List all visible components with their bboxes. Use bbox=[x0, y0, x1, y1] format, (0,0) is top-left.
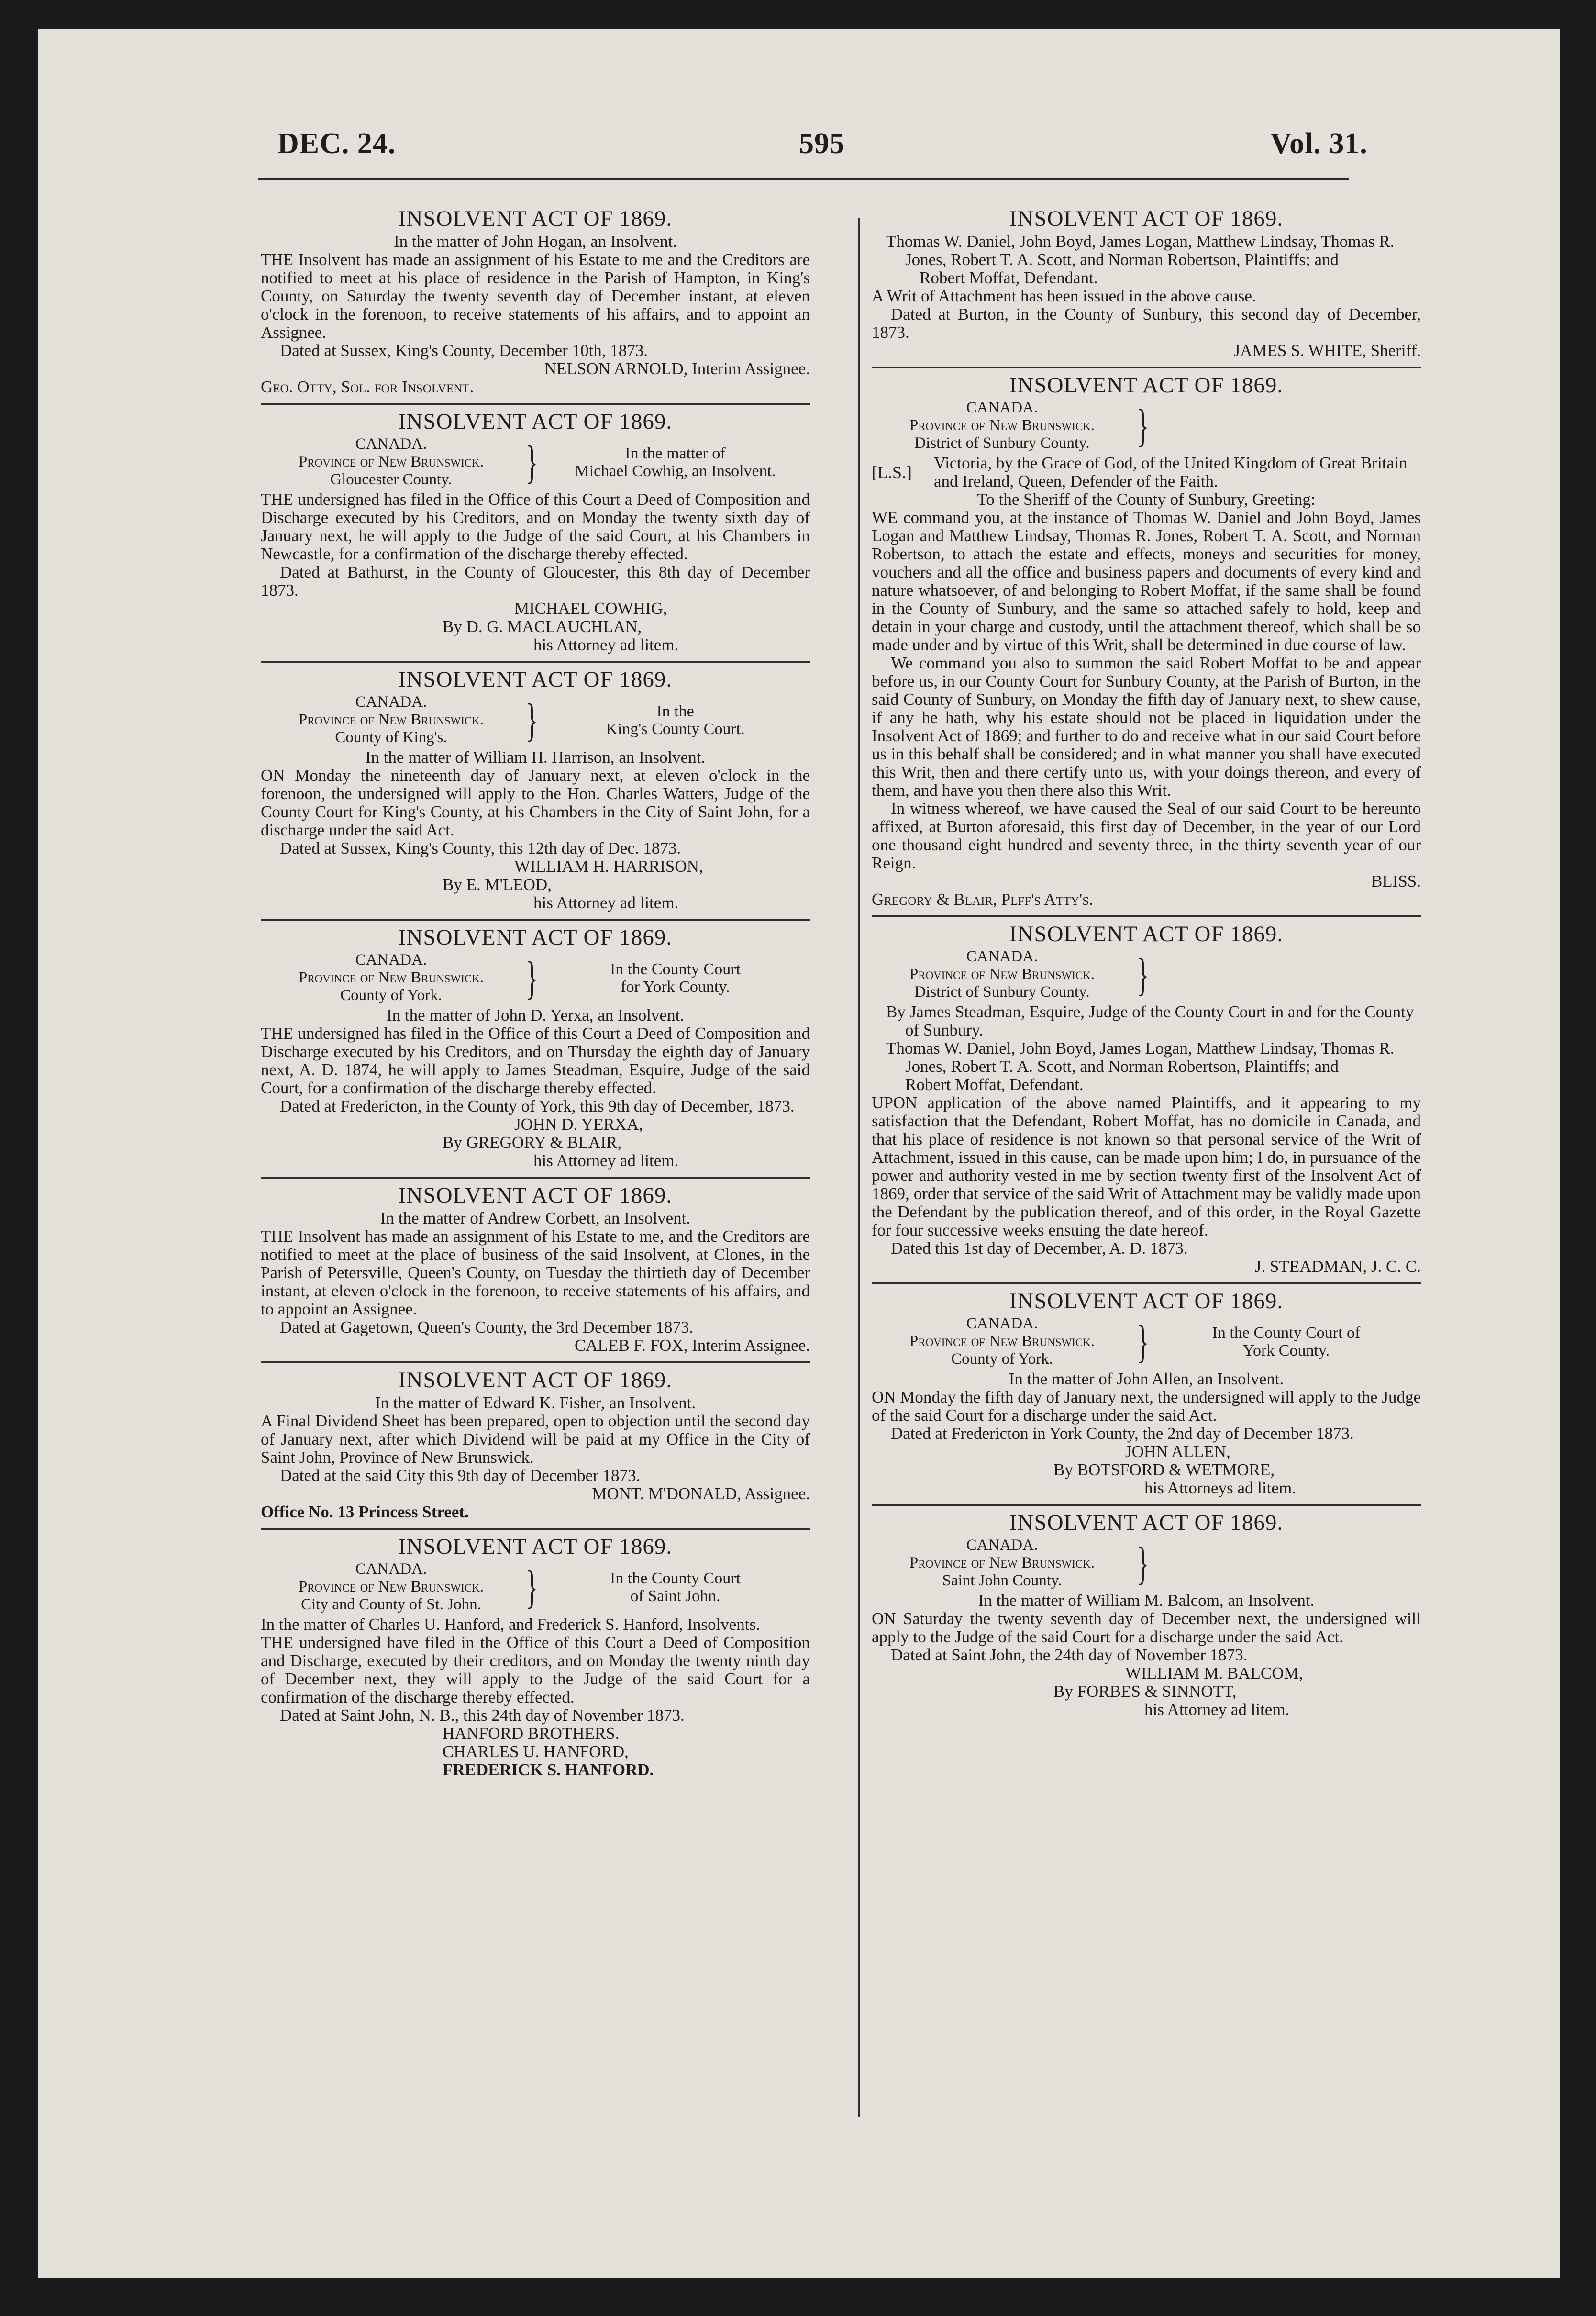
notice-title: INSOLVENT ACT OF 1869. bbox=[398, 1368, 673, 1392]
notice-writ-attachment bbox=[872, 206, 1421, 367]
province-block bbox=[261, 693, 810, 746]
dated-line: Dated at Fredericton, in the County of York, this 9th day of December, 1873. bbox=[280, 1097, 795, 1115]
signature-attorney: By GREGORY & BLAIR, bbox=[443, 1133, 622, 1152]
brace-glyph: } bbox=[1137, 1537, 1149, 1589]
notice-harrison bbox=[261, 661, 810, 919]
writ-body: We command you also to summon the said Robert Moffat to be and appear before us, in our County Court for Sunbury County, at the Parish of Burton, in the said County of Sunbury, on Monday the fifth day of January next, to shew cause, if any he hath, why his estate should not be placed in liquidation under the Insolvent Act of 1869; and further to do and receive what in our said Court before us in this behalf shall be considered; and in what manner you shall have executed this Writ, then and there certify unto us, with your doings thereon, and every of them, and have you then there also this Writ. bbox=[872, 654, 1421, 800]
notice-title: INSOLVENT ACT OF 1869. bbox=[398, 409, 673, 434]
court-line: In the County Court bbox=[610, 960, 741, 978]
province-block bbox=[872, 948, 1421, 1001]
signature-attorney: By BOTSFORD & WETMORE, bbox=[1053, 1460, 1275, 1479]
parties-list: Thomas W. Daniel, John Boyd, James Logan, Matthew Lindsay, Thomas R. Jones, Robert T. A. Scott, and Norman Robertson, Plaintiffs; and bbox=[886, 232, 1395, 269]
province-label: Province of New Brunswick. bbox=[909, 1333, 1095, 1350]
county-label: County of King's. bbox=[335, 729, 447, 746]
signature: CALEB F. FOX, Interim Assignee. bbox=[574, 1336, 810, 1355]
attorney-line: his Attorney ad litem. bbox=[533, 893, 679, 912]
page-number: 595 bbox=[799, 127, 845, 160]
canada-label: CANADA. bbox=[966, 1537, 1038, 1554]
brace-glyph: } bbox=[1137, 1315, 1149, 1367]
county-label: County of York. bbox=[951, 1350, 1053, 1368]
issue-date: DEC. 24. bbox=[277, 127, 396, 160]
royal-style: Victoria, by the Grace of God, of the United Kingdom of Great Britain and Ireland, Queen, Defender of the Faith. bbox=[934, 454, 1408, 490]
province-label: Province of New Brunswick. bbox=[298, 453, 484, 470]
notice-title: INSOLVENT ACT OF 1869. bbox=[398, 667, 673, 692]
signature: WILLIAM M. BALCOM, bbox=[1125, 1664, 1303, 1682]
court-line: for York County. bbox=[621, 978, 730, 996]
province-block bbox=[872, 1537, 1421, 1590]
column-divider bbox=[858, 218, 860, 2117]
signature: HANFORD BROTHERS. bbox=[443, 1724, 620, 1743]
matter-line: In the matter of Charles U. Hanford, and Frederick S. Hanford, Insolvents. bbox=[261, 1615, 760, 1634]
court-line: In the County Court bbox=[610, 1569, 741, 1587]
notice-balcom bbox=[872, 1504, 1421, 1726]
notice-body: ON Monday the nineteenth day of January next, at eleven o'clock in the forenoon, the undersigned will apply to the Hon. Charles Watters, Judge of the County Court for King's County, at his Chambers in the City of Saint John, for a discharge under the said Act. bbox=[261, 766, 810, 839]
volume-number: Vol. 31. bbox=[1270, 127, 1368, 160]
notice-hanford bbox=[261, 1528, 810, 1786]
notice-body: ON Monday the fifth day of January next, the undersigned will apply to the Judge of the said Court for a discharge under the said Act. bbox=[872, 1388, 1421, 1425]
notice-title: INSOLVENT ACT OF 1869. bbox=[398, 206, 673, 231]
court-line: In the bbox=[656, 702, 694, 720]
signature: JOHN ALLEN, bbox=[1125, 1442, 1230, 1461]
order-body: UPON application of the above named Plaintiffs, and it appearing to my satisfaction that the Defendant, Robert Moffat, has no domicile in Canada, and that his place of residence is not known so that personal service of the Writ of Attachment, issued in this cause, can be made upon him; I do, in pursuance of the power and authority vested in me by section twenty first of the Insolvent Act of 1869, order that service of the said Writ of Attachment may be validly made upon the Defendant by the publication thereof, and of this order, in the Royal Gazette for four successive weeks ensuing the date hereof. bbox=[872, 1093, 1421, 1239]
province-block bbox=[872, 1315, 1421, 1368]
province-label: Province of New Brunswick. bbox=[909, 417, 1095, 434]
province-block bbox=[261, 1560, 810, 1614]
signature: FREDERICK S. HANFORD. bbox=[443, 1760, 654, 1779]
header-rule bbox=[258, 178, 1349, 180]
canada-label: CANADA. bbox=[966, 948, 1038, 965]
notice-title: INSOLVENT ACT OF 1869. bbox=[398, 1183, 673, 1208]
right-column bbox=[872, 206, 1421, 1726]
county-label: County of York. bbox=[340, 987, 442, 1004]
notice-writ-sunbury bbox=[872, 367, 1421, 915]
attorney-line: his Attorney ad litem. bbox=[533, 635, 679, 654]
notice-title: INSOLVENT ACT OF 1869. bbox=[1009, 1510, 1284, 1535]
matter-line: In the matter of John Allen, an Insolvent. bbox=[1009, 1370, 1284, 1388]
notice-body: THE undersigned has filed in the Office of this Court a Deed of Composition and Discharge executed by his Creditors, and on Monday the twenty sixth day of January next, he will apply to the Judge of the said Court, at his Chambers in Newcastle, for a confirmation of the discharge thereby effected. bbox=[261, 490, 810, 563]
matter-line: In the matter of Edward K. Fisher, an Insolvent. bbox=[375, 1393, 696, 1412]
province-label: Province of New Brunswick. bbox=[909, 1554, 1095, 1571]
dated-line: Dated at Burton, in the County of Sunbury, this second day of December, 1873. bbox=[872, 305, 1421, 342]
province-block bbox=[261, 435, 810, 489]
court-line: In the County Court of bbox=[1212, 1324, 1361, 1342]
canada-label: CANADA. bbox=[355, 435, 427, 453]
greeting-line: To the Sheriff of the County of Sunbury, Greeting: bbox=[977, 490, 1316, 509]
left-column bbox=[261, 206, 810, 1786]
notice-body: THE undersigned has filed in the Office of this Court a Deed of Composition and Discharge executed by his Creditors, and on Thursday the eighth day of January next, A. D. 1874, he will apply to James Steadman, Esquire, Judge of the said Court, for a confirmation of the discharge thereby effected. bbox=[261, 1024, 810, 1097]
notice-yerxa bbox=[261, 919, 810, 1177]
dated-line: Dated at Fredericton in York County, the 2nd day of December 1873. bbox=[891, 1424, 1354, 1443]
writ-body: WE command you, at the instance of Thomas W. Daniel and John Boyd, James Logan and Matthew Lindsay, Thomas R. Jones, Robert T. A. Scott, and Norman Robertson, to attach the estate and effects, moneys and securities for money, vouchers and all the office and business papers and documents of every kind and nature whatsoever, of and belonging to Robert Moffat, if the same shall be found in the County of Sunbury, and the same so attached safely to hold, keep and detain in your charge and custody, until the attachment thereof, which shall be so made under and by virtue of this Writ, shall be determined in due course of law. bbox=[872, 508, 1421, 654]
brace-glyph: } bbox=[1137, 948, 1149, 1000]
signature-attorney: By D. G. MACLAUCHLAN, bbox=[443, 617, 642, 636]
dated-line: Dated at the said City this 9th day of December 1873. bbox=[280, 1466, 641, 1485]
signature-attorney: By FORBES & SINNOTT, bbox=[1053, 1682, 1237, 1701]
signature: WILLIAM H. HARRISON, bbox=[514, 857, 703, 876]
attorney-line: his Attorney ad litem. bbox=[1144, 1700, 1290, 1719]
canada-label: CANADA. bbox=[966, 399, 1038, 416]
county-label: Saint John County. bbox=[942, 1572, 1062, 1589]
county-label: City and County of St. John. bbox=[301, 1596, 481, 1613]
notice-body: A Writ of Attachment has been issued in the above cause. bbox=[872, 287, 1256, 305]
province-label: Province of New Brunswick. bbox=[298, 969, 484, 986]
canada-label: CANADA. bbox=[355, 693, 427, 711]
court-line: In the matter of bbox=[625, 444, 726, 462]
notice-allen bbox=[872, 1282, 1421, 1504]
judge-line: By James Steadman, Esquire, Judge of the County Court in and for the County of Sunbury. bbox=[886, 1002, 1414, 1039]
seal-mark: [L.S.] bbox=[872, 463, 912, 482]
matter-line: In the matter of William M. Balcom, an Insolvent. bbox=[978, 1591, 1315, 1610]
attorney-line: his Attorney ad litem. bbox=[533, 1151, 679, 1170]
notice-title: INSOLVENT ACT OF 1869. bbox=[1009, 206, 1284, 231]
notice-body: THE undersigned have filed in the Office of this Court a Deed of Composition and Discharge, executed by their creditors, and on Monday the twenty ninth day of December next, they will apply to the Judge of the said Court for a confirmation of the discharge thereby effected. bbox=[261, 1633, 810, 1706]
court-line: King's County Court. bbox=[606, 720, 745, 738]
brace-glyph: } bbox=[1137, 400, 1149, 451]
signature: JAMES S. WHITE, Sheriff. bbox=[1233, 341, 1421, 360]
court-line: of Saint John. bbox=[630, 1587, 720, 1605]
notice-order-sunbury bbox=[872, 915, 1421, 1282]
signature: MICHAEL COWHIG, bbox=[514, 599, 667, 618]
court-line: Michael Cowhig, an Insolvent. bbox=[575, 462, 776, 480]
notice-body: A Final Dividend Sheet has been prepared, open to objection until the second day of January next, after which Dividend will be paid at my Office in the City of Saint John, Province of New Brunswick. bbox=[261, 1412, 810, 1467]
matter-line: In the matter of Andrew Corbett, an Insolvent. bbox=[380, 1209, 691, 1227]
province-label: Province of New Brunswick. bbox=[298, 711, 484, 728]
seal-block bbox=[872, 454, 1421, 490]
notice-corbett bbox=[261, 1177, 810, 1361]
province-label: Province of New Brunswick. bbox=[298, 1578, 484, 1595]
dated-line: Dated at Saint John, the 24th day of November 1873. bbox=[891, 1646, 1248, 1664]
county-label: District of Sunbury County. bbox=[914, 434, 1090, 452]
notice-body: ON Saturday the twenty seventh day of December next, the undersigned will apply to the Judge of the said Court for a discharge under the said Act. bbox=[872, 1609, 1421, 1646]
solicitor-line: Geo. Otty, Sol. for Insolvent. bbox=[261, 378, 474, 396]
canada-label: CANADA. bbox=[966, 1315, 1038, 1332]
notice-body: THE Insolvent has made an assignment of his Estate to me and the Creditors are notified to meet at his place of residence in the Parish of Hampton, in King's County, on Saturday the twenty seventh day of December instant, at eleven o'clock in the forenoon, to receive statements of his affairs, and to appoint an Assignee. bbox=[261, 250, 810, 342]
notice-title: INSOLVENT ACT OF 1869. bbox=[398, 925, 673, 950]
attorney-line: Gregory & Blair, Plff's Atty's. bbox=[872, 890, 1093, 909]
witness-clause: In witness whereof, we have caused the Seal of our said Court to be hereunto affixed, at Burton aforesaid, this first day of December, in the year of our Lord one thousand eight hundred and seventy three, in the thirty seventh year of our Reign. bbox=[872, 799, 1421, 872]
notice-hogan bbox=[261, 206, 810, 403]
county-label: District of Sunbury County. bbox=[914, 983, 1090, 1001]
brace-glyph: } bbox=[526, 694, 538, 746]
province-block bbox=[872, 399, 1421, 452]
notice-title: INSOLVENT ACT OF 1869. bbox=[1009, 373, 1284, 398]
notice-title: INSOLVENT ACT OF 1869. bbox=[1009, 1289, 1284, 1314]
notice-title: INSOLVENT ACT OF 1869. bbox=[1009, 922, 1284, 946]
brace-glyph: } bbox=[526, 436, 538, 488]
dated-line: Dated at Sussex, King's County, December 10th, 1873. bbox=[280, 341, 648, 360]
notice-title: INSOLVENT ACT OF 1869. bbox=[398, 1534, 673, 1559]
dated-line: Dated at Gagetown, Queen's County, the 3rd December 1873. bbox=[280, 1318, 694, 1336]
matter-line: In the matter of William H. Harrison, an Insolvent. bbox=[365, 748, 706, 767]
court-line: York County. bbox=[1242, 1341, 1330, 1359]
canada-label: CANADA. bbox=[355, 951, 427, 969]
signature-attorney: By E. M'LEOD, bbox=[443, 875, 552, 894]
dated-line: Dated at Saint John, N. B., this 24th day of November 1873. bbox=[280, 1706, 685, 1725]
brace-glyph: } bbox=[526, 1561, 538, 1613]
notice-fisher bbox=[261, 1361, 810, 1528]
newspaper-page bbox=[38, 29, 1560, 2278]
office-address: Office No. 13 Princess Street. bbox=[261, 1503, 469, 1521]
canada-label: CANADA. bbox=[355, 1560, 427, 1578]
signature: MONT. M'DONALD, Assignee. bbox=[592, 1484, 810, 1503]
defendant-line: Robert Moffat, Defendant. bbox=[920, 268, 1098, 287]
signature: J. STEADMAN, J. C. C. bbox=[1254, 1257, 1421, 1276]
brace-glyph: } bbox=[526, 952, 538, 1003]
notice-cowhig bbox=[261, 403, 810, 661]
signature: NELSON ARNOLD, Interim Assignee. bbox=[544, 359, 810, 378]
attorney-line: his Attorneys ad litem. bbox=[1144, 1479, 1296, 1497]
signature: JOHN D. YERXA, bbox=[514, 1115, 643, 1134]
signature: CHARLES U. HANFORD, bbox=[443, 1742, 629, 1761]
dated-line: Dated at Sussex, King's County, this 12th day of Dec. 1873. bbox=[280, 839, 681, 857]
parties-list: Thomas W. Daniel, John Boyd, James Logan, Matthew Lindsay, Thomas R. Jones, Robert T. A. Scott, and Norman Robertson, Plaintiffs; and bbox=[886, 1039, 1395, 1076]
province-label: Province of New Brunswick. bbox=[909, 966, 1095, 983]
notice-body: THE Insolvent has made an assignment of his Estate to me, and the Creditors are notified to meet at the place of business of the said Insolvent, at Clones, in the Parish of Petersville, Queen's County, on Tuesday the thirtieth day of December instant, at eleven o'clock in the forenoon, to receive statements of his affairs, and to appoint an Assignee. bbox=[261, 1227, 810, 1318]
county-label: Gloucester County. bbox=[330, 471, 452, 488]
matter-line: In the matter of John Hogan, an Insolvent. bbox=[394, 232, 677, 251]
matter-line: In the matter of John D. Yerxa, an Insolvent. bbox=[386, 1006, 685, 1024]
dated-line: Dated at Bathurst, in the County of Gloucester, this 8th day of December 1873. bbox=[261, 563, 810, 600]
province-block bbox=[261, 951, 810, 1004]
signature: BLISS. bbox=[1371, 872, 1421, 891]
dated-line: Dated this 1st day of December, A. D. 1873. bbox=[891, 1239, 1188, 1258]
defendant-line: Robert Moffat, Defendant. bbox=[905, 1075, 1084, 1094]
